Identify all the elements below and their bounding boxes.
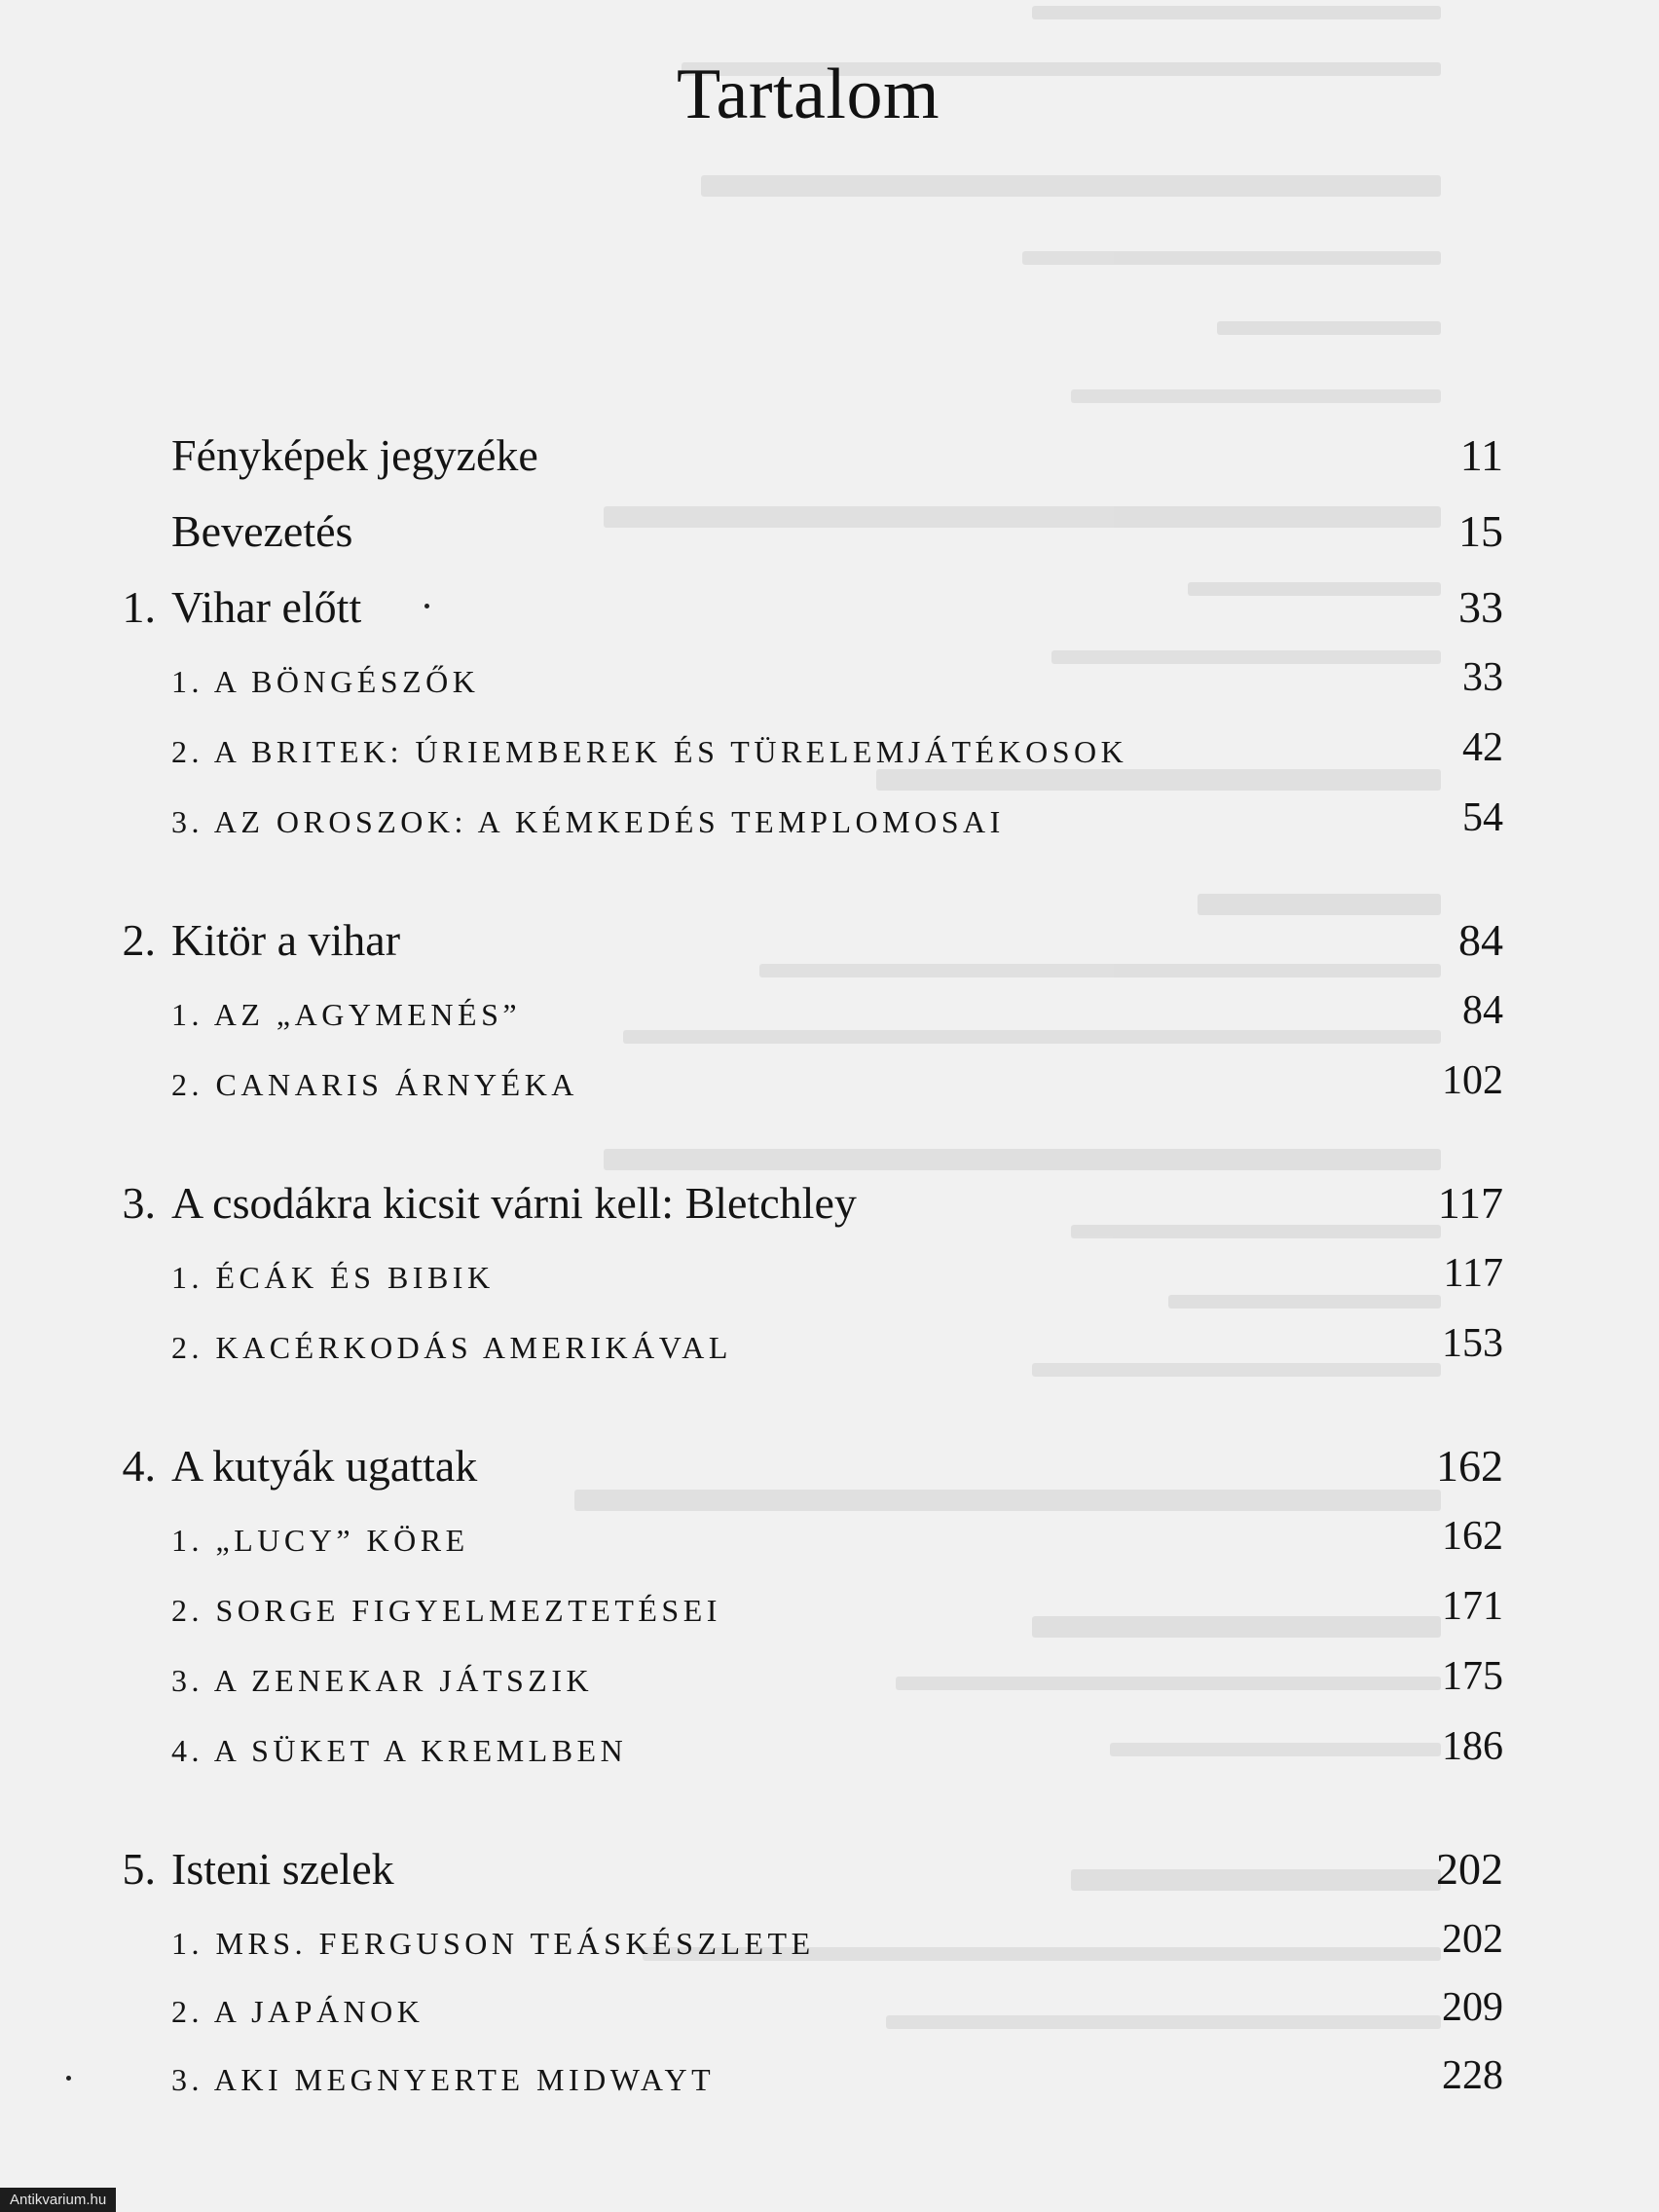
page-number: 15 bbox=[1458, 506, 1503, 556]
chapter-title: Vihar előtt bbox=[171, 582, 362, 632]
toc-section bbox=[0, 1577, 1659, 1636]
toc-entry-front-matter bbox=[0, 502, 1659, 561]
chapter-number: 5. bbox=[122, 1844, 156, 1894]
page-number: 54 bbox=[1462, 795, 1503, 840]
page-number: 162 bbox=[1442, 1514, 1503, 1559]
toc-chapter bbox=[0, 1437, 1659, 1495]
toc-section bbox=[0, 789, 1659, 847]
section-title: 1. „LUCY” KÖRE bbox=[171, 1523, 469, 1558]
page-number: 202 bbox=[1436, 1844, 1503, 1894]
toc-section bbox=[0, 1910, 1659, 1969]
entry-title: Bevezetés bbox=[171, 506, 353, 556]
watermark: Antikvarium.hu bbox=[0, 2188, 116, 2212]
chapter-title: Isteni szelek bbox=[171, 1844, 394, 1894]
page-number: 33 bbox=[1462, 655, 1503, 700]
toc-section bbox=[0, 648, 1659, 707]
toc-section bbox=[0, 1717, 1659, 1776]
section-title: 2. CANARIS ÁRNYÉKA bbox=[171, 1067, 578, 1102]
section-title: 3. A ZENEKAR JÁTSZIK bbox=[171, 1663, 594, 1698]
section-title: 1. A BÖNGÉSZŐK bbox=[171, 664, 480, 699]
toc-entry-front-matter bbox=[0, 426, 1659, 485]
toc-chapter bbox=[0, 1840, 1659, 1899]
page-number: 186 bbox=[1442, 1724, 1503, 1769]
section-title: 1. MRS. FERGUSON TEÁSKÉSZLETE bbox=[171, 1926, 815, 1961]
page-number: 33 bbox=[1458, 582, 1503, 632]
section-title: 2. A JAPÁNOK bbox=[171, 1994, 424, 2029]
page-title: Tartalom bbox=[676, 55, 940, 134]
toc-section bbox=[0, 1507, 1659, 1566]
ink-speck bbox=[66, 2076, 71, 2081]
page-number: 171 bbox=[1442, 1584, 1503, 1629]
page-number: 84 bbox=[1458, 915, 1503, 965]
page-number: 102 bbox=[1442, 1058, 1503, 1103]
page-number: 11 bbox=[1459, 430, 1503, 480]
toc-chapter bbox=[0, 578, 1659, 637]
toc-chapter bbox=[0, 1174, 1659, 1233]
section-title: 3. AKI MEGNYERTE MIDWAYT bbox=[171, 2062, 716, 2097]
chapter-number: 3. bbox=[122, 1178, 156, 1228]
section-title: 1. AZ „AGYMENÉS” bbox=[171, 997, 522, 1032]
section-title: 4. A SÜKET A KREMLBEN bbox=[171, 1733, 628, 1768]
entry-title: Fényképek jegyzéke bbox=[171, 430, 538, 480]
page-number: 209 bbox=[1442, 1985, 1503, 2030]
page-number: 117 bbox=[1443, 1251, 1503, 1296]
page-number: 202 bbox=[1442, 1917, 1503, 1962]
toc-section bbox=[0, 2046, 1659, 2105]
ink-speck bbox=[424, 604, 429, 608]
section-title: 2. KACÉRKODÁS AMERIKÁVAL bbox=[171, 1330, 732, 1365]
chapter-title: A csodákra kicsit várni kell: Bletchley bbox=[171, 1178, 857, 1228]
page-number: 117 bbox=[1437, 1178, 1503, 1228]
chapter-number: 1. bbox=[122, 582, 156, 632]
section-title: 1. ÉCÁK ÉS BIBIK bbox=[171, 1260, 495, 1295]
toc-section bbox=[0, 1314, 1659, 1373]
chapter-title: Kitör a vihar bbox=[171, 915, 401, 965]
toc-section bbox=[0, 981, 1659, 1040]
toc-section bbox=[0, 1051, 1659, 1110]
page-number: 84 bbox=[1462, 988, 1503, 1033]
section-title: 2. SORGE FIGYELMEZTETÉSEI bbox=[171, 1593, 721, 1628]
chapter-number: 4. bbox=[122, 1441, 156, 1491]
page-number: 42 bbox=[1462, 725, 1503, 770]
page-number: 175 bbox=[1442, 1654, 1503, 1699]
page-number: 228 bbox=[1442, 2053, 1503, 2098]
toc-section bbox=[0, 1978, 1659, 2037]
page-number: 162 bbox=[1436, 1441, 1503, 1491]
chapter-number: 2. bbox=[122, 915, 156, 965]
section-title: 2. A BRITEK: ÚRIEMBEREK ÉS TÜRELEMJÁTÉKOSOK bbox=[171, 734, 1128, 769]
section-title: 3. AZ OROSZOK: A KÉMKEDÉS TEMPLOMOSAI bbox=[171, 804, 1005, 839]
toc-chapter bbox=[0, 911, 1659, 970]
chapter-title: A kutyák ugattak bbox=[171, 1441, 478, 1491]
toc-section bbox=[0, 1244, 1659, 1303]
toc-section bbox=[0, 1647, 1659, 1706]
page-number: 153 bbox=[1442, 1321, 1503, 1366]
toc-section bbox=[0, 719, 1659, 777]
